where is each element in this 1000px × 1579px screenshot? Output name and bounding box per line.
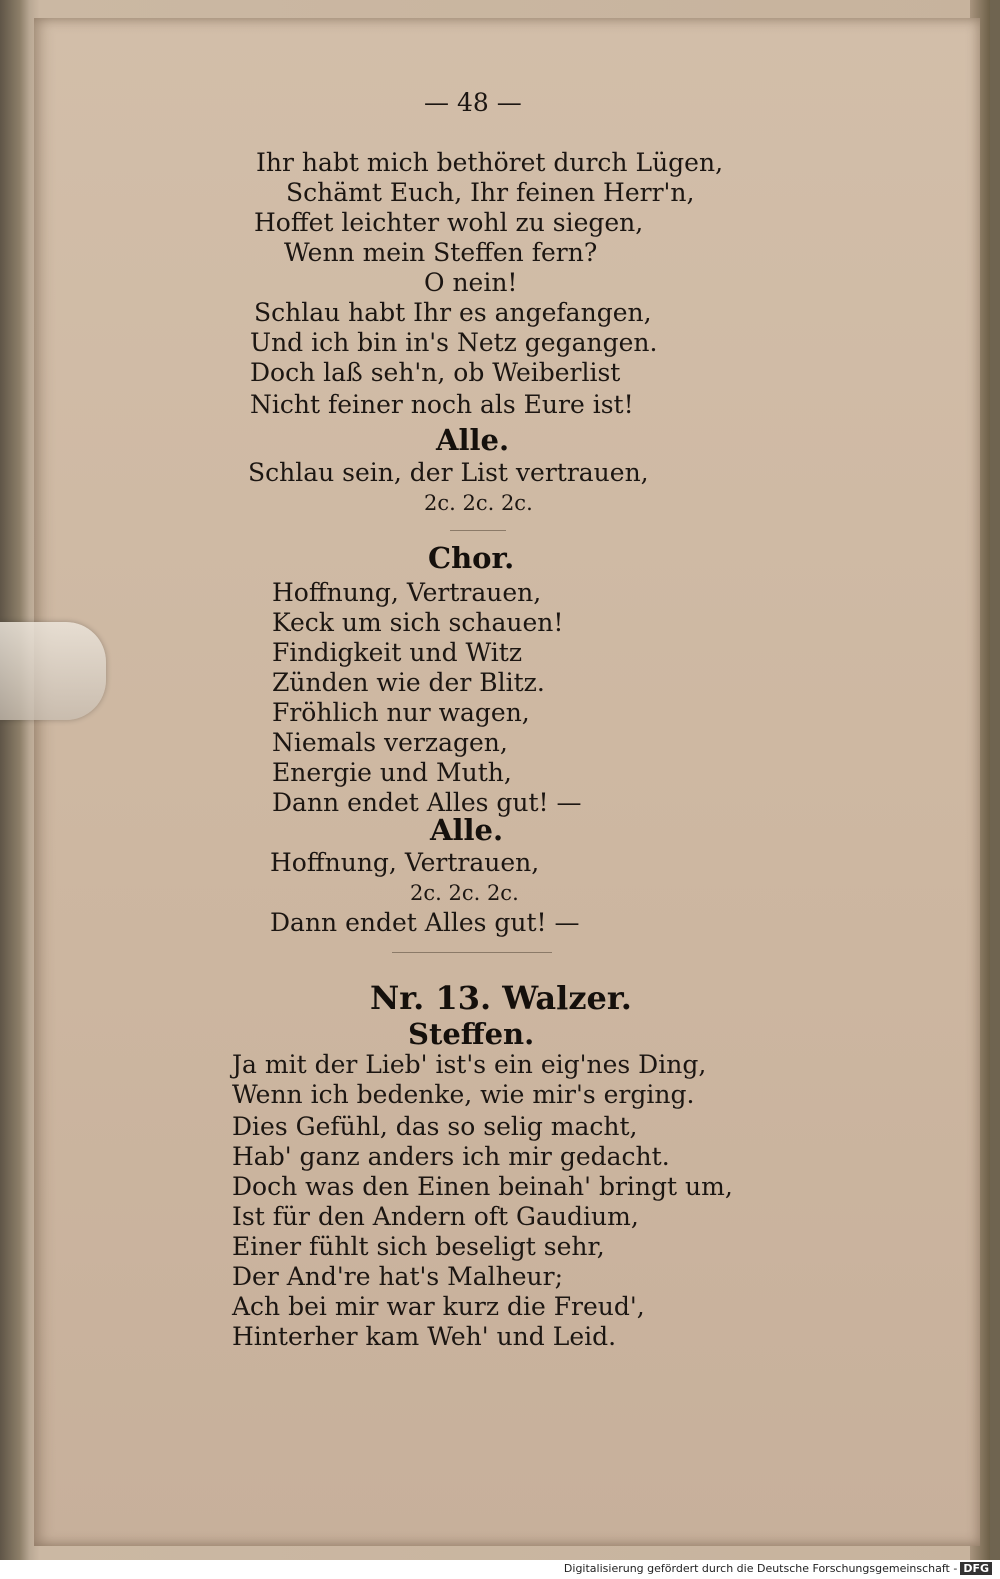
verse-line: Doch was den Einen beinah' bringt um, xyxy=(232,1172,733,1201)
page-number: — 48 — xyxy=(424,88,522,117)
verse-line: Niemals verzagen, xyxy=(272,728,508,757)
speaker-heading: Alle. xyxy=(436,423,510,457)
credit-text: Digitalisierung gefördert durch die Deutsche Forschungsgemeinschaft - xyxy=(563,1562,958,1575)
verse-line: Hoffet leichter wohl zu siegen, xyxy=(254,208,644,237)
verse-line: Schlau habt Ihr es angefangen, xyxy=(254,298,652,327)
verse-line: Hoffnung, Vertrauen, xyxy=(272,578,542,607)
verse-line: Schämt Euch, Ihr feinen Herr'n, xyxy=(286,178,695,207)
digitization-credit xyxy=(564,1562,992,1575)
verse-line: 2c. 2c. 2c. xyxy=(410,881,519,905)
dfg-logo: DFG xyxy=(960,1562,992,1575)
song-title: Nr. 13. Walzer. xyxy=(370,979,632,1017)
speaker-heading: Steffen. xyxy=(408,1017,535,1051)
verse-line: Energie und Muth, xyxy=(272,758,512,787)
verse-line: Einer fühlt sich beseligt sehr, xyxy=(232,1232,605,1261)
verse-line: Dann endet Alles gut! — xyxy=(272,788,582,817)
verse-line: Der And're hat's Malheur; xyxy=(232,1262,564,1291)
section-rule xyxy=(392,952,552,953)
verse-line: Dann endet Alles gut! — xyxy=(270,908,580,937)
verse-line: Fröhlich nur wagen, xyxy=(272,698,530,727)
verse-line: Wenn mein Steffen fern? xyxy=(284,238,598,267)
section-rule xyxy=(450,530,506,531)
page-clip xyxy=(0,622,106,720)
verse-line: Nicht feiner noch als Eure ist! xyxy=(250,390,634,419)
verse-line: Dies Gefühl, das so selig macht, xyxy=(232,1112,638,1141)
verse-line: O nein! xyxy=(424,268,518,297)
verse-line: Hab' ganz anders ich mir gedacht. xyxy=(232,1142,670,1171)
verse-line: Schlau sein, der List vertrauen, xyxy=(248,458,649,487)
verse-line: Und ich bin in's Netz gegangen. xyxy=(250,328,658,357)
verse-line: Ja mit der Lieb' ist's ein eig'nes Ding, xyxy=(232,1050,707,1079)
verse-line: Findigkeit und Witz xyxy=(272,638,522,667)
verse-line: Ihr habt mich bethöret durch Lügen, xyxy=(256,148,724,177)
verse-line: Zünden wie der Blitz. xyxy=(272,668,545,697)
verse-line: Ist für den Andern oft Gaudium, xyxy=(232,1202,639,1231)
speaker-heading: Alle. xyxy=(430,813,504,847)
verse-line: Doch laß seh'n, ob Weiberlist xyxy=(250,358,621,387)
verse-line: Hinterher kam Weh' und Leid. xyxy=(232,1322,617,1351)
verse-line: Keck um sich schauen! xyxy=(272,608,564,637)
verse-line: 2c. 2c. 2c. xyxy=(424,491,533,515)
speaker-heading: Chor. xyxy=(428,541,515,575)
verse-line: Hoffnung, Vertrauen, xyxy=(270,848,540,877)
verse-line: Wenn ich bedenke, wie mir's erging. xyxy=(232,1080,695,1109)
verse-line: Ach bei mir war kurz die Freud', xyxy=(232,1292,645,1321)
